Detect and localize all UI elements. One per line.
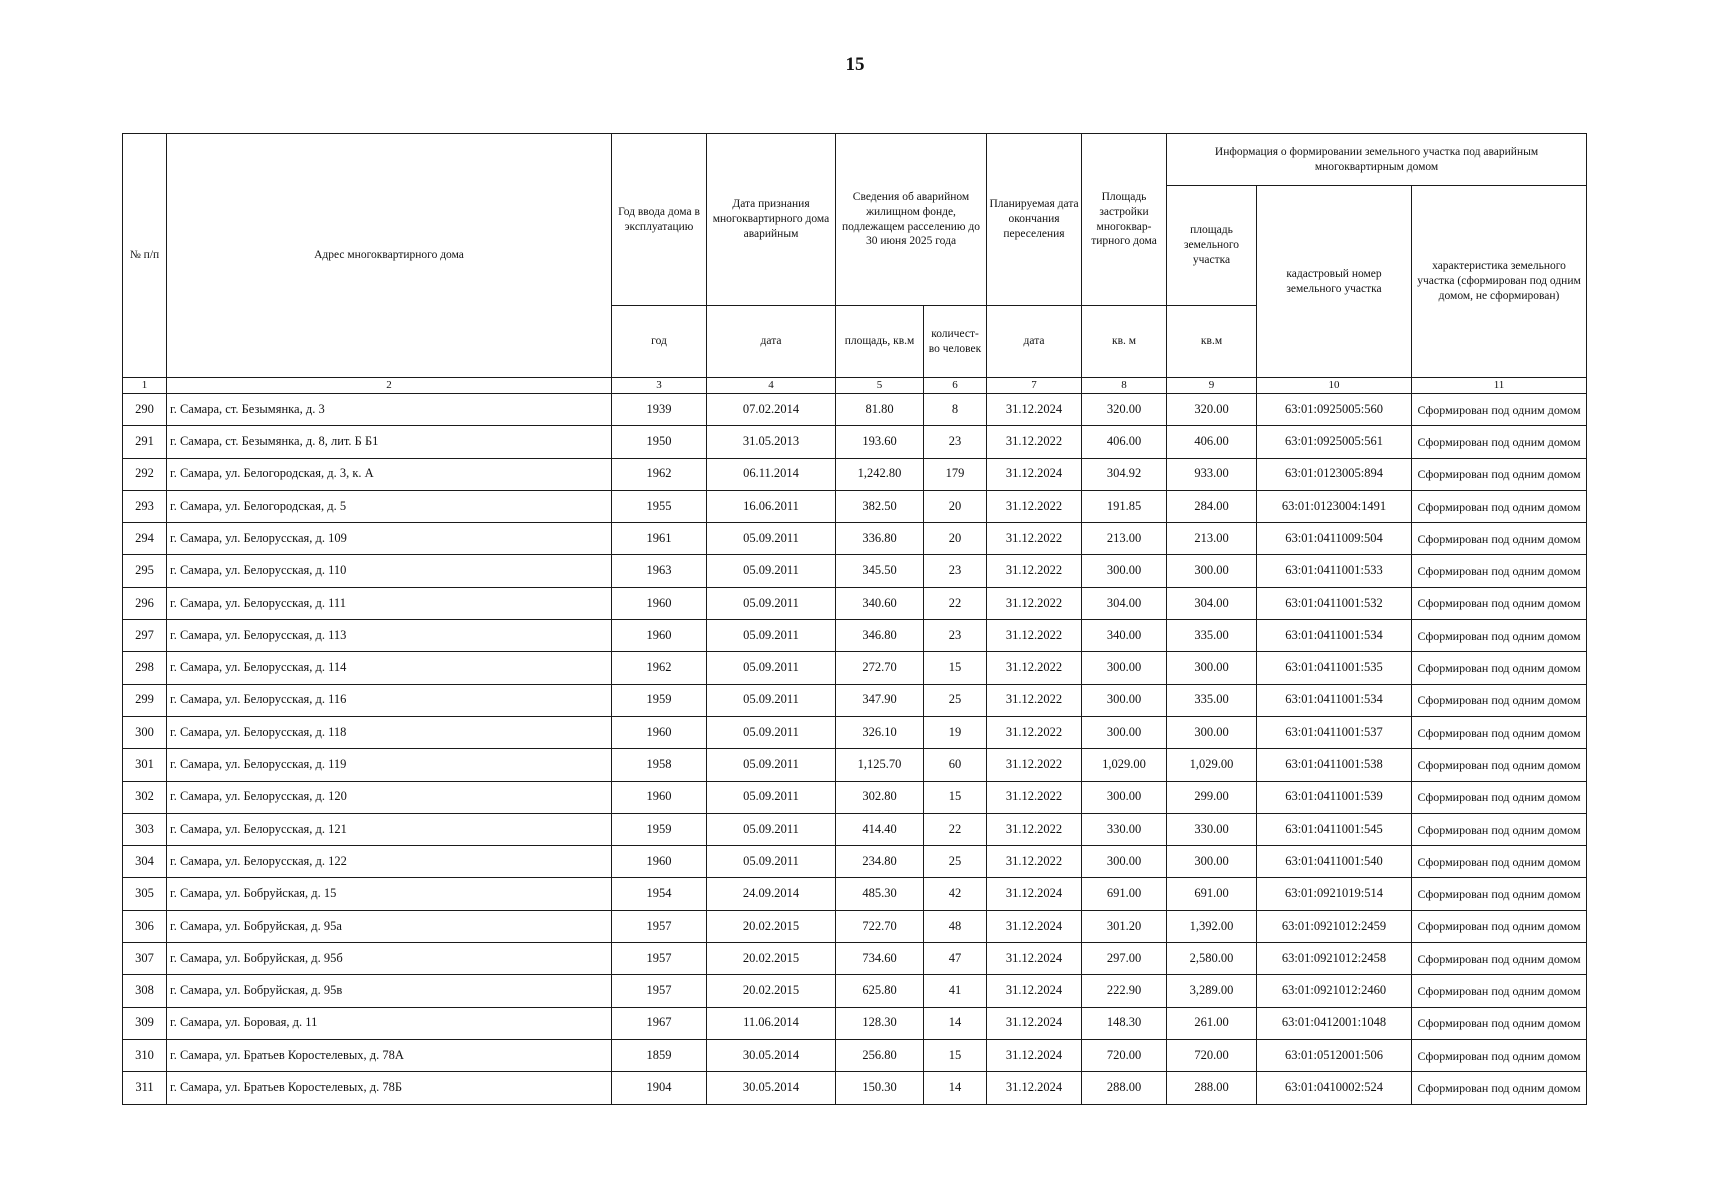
cell-people-count: 48 bbox=[924, 910, 987, 942]
cell-year: 1963 bbox=[612, 555, 707, 587]
cell-cadastral-number: 63:01:0411009:504 bbox=[1257, 523, 1412, 555]
cell-emergency-area: 1,125.70 bbox=[836, 749, 924, 781]
cell-built-area: 691.00 bbox=[1082, 878, 1167, 910]
cell-land-area: 300.00 bbox=[1167, 555, 1257, 587]
cell-land-area: 300.00 bbox=[1167, 716, 1257, 748]
cell-planned-date: 31.12.2024 bbox=[987, 394, 1082, 426]
cell-emergency-area: 336.80 bbox=[836, 523, 924, 555]
cell-land-status: Сформирован под одним домом bbox=[1412, 910, 1587, 942]
cell-emergency-area: 345.50 bbox=[836, 555, 924, 587]
column-number: 11 bbox=[1412, 378, 1587, 394]
cell-cadastral-number: 63:01:0123005:894 bbox=[1257, 458, 1412, 490]
cell-cadastral-number: 63:01:0123004:1491 bbox=[1257, 490, 1412, 522]
cell-cadastral-number: 63:01:0411001:545 bbox=[1257, 813, 1412, 845]
cell-row-number: 292 bbox=[123, 458, 167, 490]
cell-emergency-area: 128.30 bbox=[836, 1007, 924, 1039]
cell-address: г. Самара, ул. Белорусская, д. 109 bbox=[167, 523, 612, 555]
column-number-row bbox=[123, 378, 1587, 394]
emergency-housing-table bbox=[122, 133, 1587, 1105]
cell-row-number: 303 bbox=[123, 813, 167, 845]
table-row bbox=[123, 458, 1587, 490]
cell-cadastral-number: 63:01:0411001:533 bbox=[1257, 555, 1412, 587]
cell-address: г. Самара, ул. Белогородская, д. 5 bbox=[167, 490, 612, 522]
cell-built-area: 288.00 bbox=[1082, 1072, 1167, 1104]
cell-land-area: 691.00 bbox=[1167, 878, 1257, 910]
cell-land-area: 288.00 bbox=[1167, 1072, 1257, 1104]
cell-built-area: 720.00 bbox=[1082, 1039, 1167, 1071]
table-row bbox=[123, 426, 1587, 458]
cell-planned-date: 31.12.2022 bbox=[987, 620, 1082, 652]
cell-recognition-date: 05.09.2011 bbox=[707, 781, 836, 813]
cell-recognition-date: 05.09.2011 bbox=[707, 587, 836, 619]
col-header-num: № п/п bbox=[123, 134, 167, 378]
cell-year: 1957 bbox=[612, 975, 707, 1007]
table-body bbox=[123, 394, 1587, 1105]
cell-cadastral-number: 63:01:0921012:2459 bbox=[1257, 910, 1412, 942]
cell-planned-date: 31.12.2022 bbox=[987, 555, 1082, 587]
cell-row-number: 291 bbox=[123, 426, 167, 458]
cell-row-number: 311 bbox=[123, 1072, 167, 1104]
cell-recognition-date: 07.02.2014 bbox=[707, 394, 836, 426]
cell-recognition-date: 05.09.2011 bbox=[707, 813, 836, 845]
cell-year: 1960 bbox=[612, 620, 707, 652]
cell-recognition-date: 24.09.2014 bbox=[707, 878, 836, 910]
cell-row-number: 307 bbox=[123, 943, 167, 975]
col-header-planned-date: Планируемая дата окончания переселения bbox=[987, 134, 1082, 306]
cell-land-area: 300.00 bbox=[1167, 652, 1257, 684]
cell-recognition-date: 16.06.2011 bbox=[707, 490, 836, 522]
cell-year: 1962 bbox=[612, 652, 707, 684]
unit-date: дата bbox=[707, 306, 836, 378]
cell-row-number: 300 bbox=[123, 716, 167, 748]
cell-year: 1904 bbox=[612, 1072, 707, 1104]
cell-address: г. Самара, ул. Белорусская, д. 111 bbox=[167, 587, 612, 619]
cell-built-area: 213.00 bbox=[1082, 523, 1167, 555]
cell-land-area: 406.00 bbox=[1167, 426, 1257, 458]
cell-emergency-area: 340.60 bbox=[836, 587, 924, 619]
cell-built-area: 300.00 bbox=[1082, 555, 1167, 587]
table-row bbox=[123, 620, 1587, 652]
cell-built-area: 300.00 bbox=[1082, 716, 1167, 748]
cell-row-number: 299 bbox=[123, 684, 167, 716]
cell-address: г. Самара, ул. Братьев Коростелевых, д. 78Б bbox=[167, 1072, 612, 1104]
cell-year: 1957 bbox=[612, 910, 707, 942]
cell-address: г. Самара, ст. Безымянка, д. 3 bbox=[167, 394, 612, 426]
cell-emergency-area: 234.80 bbox=[836, 846, 924, 878]
cell-people-count: 23 bbox=[924, 426, 987, 458]
cell-year: 1967 bbox=[612, 1007, 707, 1039]
cell-land-area: 304.00 bbox=[1167, 587, 1257, 619]
unit-people: количест-во человек bbox=[924, 306, 987, 378]
cell-address: г. Самара, ст. Безымянка, д. 8, лит. Б Б1 bbox=[167, 426, 612, 458]
cell-address: г. Самара, ул. Бобруйская, д. 95б bbox=[167, 943, 612, 975]
cell-recognition-date: 05.09.2011 bbox=[707, 523, 836, 555]
cell-year: 1957 bbox=[612, 943, 707, 975]
cell-emergency-area: 414.40 bbox=[836, 813, 924, 845]
cell-built-area: 300.00 bbox=[1082, 781, 1167, 813]
cell-land-status: Сформирован под одним домом bbox=[1412, 943, 1587, 975]
cell-address: г. Самара, ул. Боровая, д. 11 bbox=[167, 1007, 612, 1039]
cell-year: 1960 bbox=[612, 587, 707, 619]
cell-address: г. Самара, ул. Белорусская, д. 120 bbox=[167, 781, 612, 813]
cell-planned-date: 31.12.2024 bbox=[987, 458, 1082, 490]
cell-address: г. Самара, ул. Белорусская, д. 119 bbox=[167, 749, 612, 781]
col-header-emergency-stock: Сведения об аварийном жилищном фонде, подлежащем расселению до 30 июня 2025 года bbox=[836, 134, 987, 306]
cell-row-number: 309 bbox=[123, 1007, 167, 1039]
cell-recognition-date: 20.02.2015 bbox=[707, 943, 836, 975]
cell-land-area: 2,580.00 bbox=[1167, 943, 1257, 975]
cell-address: г. Самара, ул. Бобруйская, д. 15 bbox=[167, 878, 612, 910]
cell-year: 1955 bbox=[612, 490, 707, 522]
cell-planned-date: 31.12.2022 bbox=[987, 426, 1082, 458]
column-number: 9 bbox=[1167, 378, 1257, 394]
cell-recognition-date: 06.11.2014 bbox=[707, 458, 836, 490]
cell-cadastral-number: 63:01:0925005:561 bbox=[1257, 426, 1412, 458]
cell-row-number: 295 bbox=[123, 555, 167, 587]
column-number: 1 bbox=[123, 378, 167, 394]
cell-emergency-area: 625.80 bbox=[836, 975, 924, 1007]
cell-people-count: 15 bbox=[924, 652, 987, 684]
cell-people-count: 14 bbox=[924, 1072, 987, 1104]
cell-people-count: 179 bbox=[924, 458, 987, 490]
cell-year: 1954 bbox=[612, 878, 707, 910]
cell-land-area: 3,289.00 bbox=[1167, 975, 1257, 1007]
cell-people-count: 25 bbox=[924, 684, 987, 716]
unit-year: год bbox=[612, 306, 707, 378]
cell-land-area: 261.00 bbox=[1167, 1007, 1257, 1039]
cell-row-number: 294 bbox=[123, 523, 167, 555]
table-row bbox=[123, 846, 1587, 878]
cell-recognition-date: 31.05.2013 bbox=[707, 426, 836, 458]
column-number: 10 bbox=[1257, 378, 1412, 394]
cell-built-area: 222.90 bbox=[1082, 975, 1167, 1007]
table-row bbox=[123, 490, 1587, 522]
cell-people-count: 19 bbox=[924, 716, 987, 748]
cell-emergency-area: 256.80 bbox=[836, 1039, 924, 1071]
cell-cadastral-number: 63:01:0411001:532 bbox=[1257, 587, 1412, 619]
cell-people-count: 22 bbox=[924, 813, 987, 845]
cell-land-area: 720.00 bbox=[1167, 1039, 1257, 1071]
cell-cadastral-number: 63:01:0411001:539 bbox=[1257, 781, 1412, 813]
cell-land-status: Сформирован под одним домом bbox=[1412, 652, 1587, 684]
cell-land-status: Сформирован под одним домом bbox=[1412, 749, 1587, 781]
cell-row-number: 296 bbox=[123, 587, 167, 619]
cell-recognition-date: 30.05.2014 bbox=[707, 1039, 836, 1071]
cell-cadastral-number: 63:01:0410002:524 bbox=[1257, 1072, 1412, 1104]
cell-built-area: 301.20 bbox=[1082, 910, 1167, 942]
col-header-year: Год ввода дома в эксплуатацию bbox=[612, 134, 707, 306]
cell-row-number: 305 bbox=[123, 878, 167, 910]
cell-people-count: 47 bbox=[924, 943, 987, 975]
page-number: 15 bbox=[845, 54, 865, 75]
cell-land-status: Сформирован под одним домом bbox=[1412, 1039, 1587, 1071]
table-row bbox=[123, 749, 1587, 781]
col-header-built-area: Площадь застройки многоквар-тирного дома bbox=[1082, 134, 1167, 306]
cell-address: г. Самара, ул. Белорусская, д. 114 bbox=[167, 652, 612, 684]
column-number: 5 bbox=[836, 378, 924, 394]
table-row bbox=[123, 652, 1587, 684]
cell-land-area: 335.00 bbox=[1167, 620, 1257, 652]
col-header-land-area: площадь земельного участка bbox=[1167, 186, 1257, 306]
cell-planned-date: 31.12.2022 bbox=[987, 523, 1082, 555]
cell-emergency-area: 485.30 bbox=[836, 878, 924, 910]
cell-row-number: 290 bbox=[123, 394, 167, 426]
cell-emergency-area: 347.90 bbox=[836, 684, 924, 716]
cell-row-number: 293 bbox=[123, 490, 167, 522]
cell-planned-date: 31.12.2024 bbox=[987, 910, 1082, 942]
cell-planned-date: 31.12.2024 bbox=[987, 878, 1082, 910]
cell-recognition-date: 05.09.2011 bbox=[707, 555, 836, 587]
cell-emergency-area: 382.50 bbox=[836, 490, 924, 522]
cell-built-area: 297.00 bbox=[1082, 943, 1167, 975]
cell-recognition-date: 05.09.2011 bbox=[707, 684, 836, 716]
cell-address: г. Самара, ул. Белорусская, д. 121 bbox=[167, 813, 612, 845]
cell-recognition-date: 20.02.2015 bbox=[707, 975, 836, 1007]
cell-recognition-date: 05.09.2011 bbox=[707, 846, 836, 878]
cell-row-number: 301 bbox=[123, 749, 167, 781]
cell-emergency-area: 193.60 bbox=[836, 426, 924, 458]
cell-built-area: 300.00 bbox=[1082, 652, 1167, 684]
cell-land-status: Сформирован под одним домом bbox=[1412, 458, 1587, 490]
cell-emergency-area: 722.70 bbox=[836, 910, 924, 942]
cell-year: 1959 bbox=[612, 813, 707, 845]
cell-land-status: Сформирован под одним домом bbox=[1412, 716, 1587, 748]
cell-planned-date: 31.12.2022 bbox=[987, 587, 1082, 619]
cell-planned-date: 31.12.2024 bbox=[987, 1072, 1082, 1104]
cell-planned-date: 31.12.2022 bbox=[987, 813, 1082, 845]
cell-address: г. Самара, ул. Белорусская, д. 116 bbox=[167, 684, 612, 716]
cell-year: 1961 bbox=[612, 523, 707, 555]
table-row bbox=[123, 781, 1587, 813]
cell-built-area: 304.92 bbox=[1082, 458, 1167, 490]
unit-planned-date: дата bbox=[987, 306, 1082, 378]
cell-cadastral-number: 63:01:0921019:514 bbox=[1257, 878, 1412, 910]
cell-built-area: 300.00 bbox=[1082, 684, 1167, 716]
cell-built-area: 148.30 bbox=[1082, 1007, 1167, 1039]
cell-people-count: 25 bbox=[924, 846, 987, 878]
cell-cadastral-number: 63:01:0411001:540 bbox=[1257, 846, 1412, 878]
cell-row-number: 302 bbox=[123, 781, 167, 813]
cell-emergency-area: 346.80 bbox=[836, 620, 924, 652]
table-row bbox=[123, 555, 1587, 587]
col-header-recognition-date: Дата признания многоквартирного дома аварийным bbox=[707, 134, 836, 306]
cell-land-status: Сформирован под одним домом bbox=[1412, 684, 1587, 716]
cell-recognition-date: 11.06.2014 bbox=[707, 1007, 836, 1039]
cell-built-area: 406.00 bbox=[1082, 426, 1167, 458]
cell-planned-date: 31.12.2022 bbox=[987, 716, 1082, 748]
cell-recognition-date: 20.02.2015 bbox=[707, 910, 836, 942]
cell-land-status: Сформирован под одним домом bbox=[1412, 975, 1587, 1007]
cell-land-status: Сформирован под одним домом bbox=[1412, 846, 1587, 878]
cell-emergency-area: 326.10 bbox=[836, 716, 924, 748]
cell-year: 1859 bbox=[612, 1039, 707, 1071]
cell-recognition-date: 30.05.2014 bbox=[707, 1072, 836, 1104]
unit-area: площадь, кв.м bbox=[836, 306, 924, 378]
cell-emergency-area: 302.80 bbox=[836, 781, 924, 813]
cell-address: г. Самара, ул. Бобруйская, д. 95в bbox=[167, 975, 612, 1007]
cell-year: 1960 bbox=[612, 781, 707, 813]
cell-address: г. Самара, ул. Братьев Коростелевых, д. 78А bbox=[167, 1039, 612, 1071]
cell-built-area: 1,029.00 bbox=[1082, 749, 1167, 781]
table-row bbox=[123, 878, 1587, 910]
cell-people-count: 23 bbox=[924, 555, 987, 587]
cell-people-count: 23 bbox=[924, 620, 987, 652]
cell-land-status: Сформирован под одним домом bbox=[1412, 426, 1587, 458]
cell-cadastral-number: 63:01:0411001:538 bbox=[1257, 749, 1412, 781]
cell-emergency-area: 150.30 bbox=[836, 1072, 924, 1104]
cell-row-number: 304 bbox=[123, 846, 167, 878]
cell-planned-date: 31.12.2022 bbox=[987, 652, 1082, 684]
cell-year: 1960 bbox=[612, 846, 707, 878]
cell-row-number: 308 bbox=[123, 975, 167, 1007]
cell-people-count: 8 bbox=[924, 394, 987, 426]
cell-cadastral-number: 63:01:0921012:2460 bbox=[1257, 975, 1412, 1007]
cell-year: 1962 bbox=[612, 458, 707, 490]
cell-address: г. Самара, ул. Бобруйская, д. 95а bbox=[167, 910, 612, 942]
cell-address: г. Самара, ул. Белорусская, д. 122 bbox=[167, 846, 612, 878]
cell-year: 1958 bbox=[612, 749, 707, 781]
cell-people-count: 20 bbox=[924, 523, 987, 555]
table-row bbox=[123, 975, 1587, 1007]
cell-land-area: 1,392.00 bbox=[1167, 910, 1257, 942]
cell-built-area: 304.00 bbox=[1082, 587, 1167, 619]
cell-cadastral-number: 63:01:0411001:535 bbox=[1257, 652, 1412, 684]
cell-address: г. Самара, ул. Белогородская, д. 3, к. А bbox=[167, 458, 612, 490]
col-header-land-status: характеристика земельного участка (сформирован под одним домом, не сформирован) bbox=[1412, 186, 1587, 378]
cell-planned-date: 31.12.2024 bbox=[987, 943, 1082, 975]
table-row bbox=[123, 910, 1587, 942]
table-header bbox=[123, 134, 1587, 394]
cell-emergency-area: 1,242.80 bbox=[836, 458, 924, 490]
cell-land-status: Сформирован под одним домом bbox=[1412, 587, 1587, 619]
cell-year: 1950 bbox=[612, 426, 707, 458]
cell-planned-date: 31.12.2022 bbox=[987, 846, 1082, 878]
cell-land-area: 335.00 bbox=[1167, 684, 1257, 716]
cell-people-count: 15 bbox=[924, 1039, 987, 1071]
cell-planned-date: 31.12.2024 bbox=[987, 1007, 1082, 1039]
cell-cadastral-number: 63:01:0925005:560 bbox=[1257, 394, 1412, 426]
cell-land-area: 1,029.00 bbox=[1167, 749, 1257, 781]
cell-row-number: 310 bbox=[123, 1039, 167, 1071]
cell-cadastral-number: 63:01:0411001:534 bbox=[1257, 620, 1412, 652]
cell-row-number: 298 bbox=[123, 652, 167, 684]
cell-built-area: 330.00 bbox=[1082, 813, 1167, 845]
cell-land-status: Сформирован под одним домом bbox=[1412, 620, 1587, 652]
cell-land-area: 300.00 bbox=[1167, 846, 1257, 878]
table-row bbox=[123, 523, 1587, 555]
cell-built-area: 320.00 bbox=[1082, 394, 1167, 426]
column-number: 7 bbox=[987, 378, 1082, 394]
cell-land-status: Сформирован под одним домом bbox=[1412, 878, 1587, 910]
cell-people-count: 15 bbox=[924, 781, 987, 813]
cell-emergency-area: 272.70 bbox=[836, 652, 924, 684]
column-number: 2 bbox=[167, 378, 612, 394]
cell-year: 1959 bbox=[612, 684, 707, 716]
cell-planned-date: 31.12.2024 bbox=[987, 1039, 1082, 1071]
table-row bbox=[123, 1007, 1587, 1039]
cell-land-area: 933.00 bbox=[1167, 458, 1257, 490]
table-row bbox=[123, 1039, 1587, 1071]
cell-people-count: 20 bbox=[924, 490, 987, 522]
cell-planned-date: 31.12.2024 bbox=[987, 975, 1082, 1007]
cell-people-count: 60 bbox=[924, 749, 987, 781]
cell-cadastral-number: 63:01:0412001:1048 bbox=[1257, 1007, 1412, 1039]
cell-recognition-date: 05.09.2011 bbox=[707, 716, 836, 748]
column-number: 8 bbox=[1082, 378, 1167, 394]
cell-built-area: 340.00 bbox=[1082, 620, 1167, 652]
cell-planned-date: 31.12.2022 bbox=[987, 749, 1082, 781]
cell-land-area: 320.00 bbox=[1167, 394, 1257, 426]
cell-land-status: Сформирован под одним домом bbox=[1412, 523, 1587, 555]
cell-row-number: 306 bbox=[123, 910, 167, 942]
cell-planned-date: 31.12.2022 bbox=[987, 490, 1082, 522]
cell-recognition-date: 05.09.2011 bbox=[707, 652, 836, 684]
unit-land-area: кв.м bbox=[1167, 306, 1257, 378]
cell-cadastral-number: 63:01:0411001:534 bbox=[1257, 684, 1412, 716]
table-row bbox=[123, 813, 1587, 845]
cell-cadastral-number: 63:01:0921012:2458 bbox=[1257, 943, 1412, 975]
cell-emergency-area: 734.60 bbox=[836, 943, 924, 975]
table-row bbox=[123, 394, 1587, 426]
table-row bbox=[123, 1072, 1587, 1104]
column-number: 4 bbox=[707, 378, 836, 394]
cell-land-status: Сформирован под одним домом bbox=[1412, 1007, 1587, 1039]
column-number: 6 bbox=[924, 378, 987, 394]
cell-land-status: Сформирован под одним домом bbox=[1412, 394, 1587, 426]
cell-address: г. Самара, ул. Белорусская, д. 113 bbox=[167, 620, 612, 652]
col-header-cadastral: кадастровый номер земельного участка bbox=[1257, 186, 1412, 378]
cell-land-area: 284.00 bbox=[1167, 490, 1257, 522]
cell-land-status: Сформирован под одним домом bbox=[1412, 1072, 1587, 1104]
col-header-land-info: Информация о формировании земельного участка под аварийным многоквартирным домом bbox=[1167, 134, 1587, 186]
cell-address: г. Самара, ул. Белорусская, д. 110 bbox=[167, 555, 612, 587]
cell-built-area: 300.00 bbox=[1082, 846, 1167, 878]
cell-land-area: 330.00 bbox=[1167, 813, 1257, 845]
table-row bbox=[123, 684, 1587, 716]
cell-land-status: Сформирован под одним домом bbox=[1412, 813, 1587, 845]
unit-built-area: кв. м bbox=[1082, 306, 1167, 378]
cell-planned-date: 31.12.2022 bbox=[987, 781, 1082, 813]
cell-land-status: Сформирован под одним домом bbox=[1412, 781, 1587, 813]
cell-people-count: 41 bbox=[924, 975, 987, 1007]
cell-recognition-date: 05.09.2011 bbox=[707, 620, 836, 652]
cell-land-area: 299.00 bbox=[1167, 781, 1257, 813]
cell-year: 1960 bbox=[612, 716, 707, 748]
col-header-address: Адрес многоквартирного дома bbox=[167, 134, 612, 378]
cell-people-count: 42 bbox=[924, 878, 987, 910]
cell-land-area: 213.00 bbox=[1167, 523, 1257, 555]
cell-year: 1939 bbox=[612, 394, 707, 426]
cell-people-count: 22 bbox=[924, 587, 987, 619]
cell-row-number: 297 bbox=[123, 620, 167, 652]
cell-address: г. Самара, ул. Белорусская, д. 118 bbox=[167, 716, 612, 748]
table-row bbox=[123, 587, 1587, 619]
cell-land-status: Сформирован под одним домом bbox=[1412, 490, 1587, 522]
cell-land-status: Сформирован под одним домом bbox=[1412, 555, 1587, 587]
table-row bbox=[123, 943, 1587, 975]
cell-cadastral-number: 63:01:0411001:537 bbox=[1257, 716, 1412, 748]
table-row bbox=[123, 716, 1587, 748]
cell-people-count: 14 bbox=[924, 1007, 987, 1039]
cell-emergency-area: 81.80 bbox=[836, 394, 924, 426]
cell-built-area: 191.85 bbox=[1082, 490, 1167, 522]
cell-recognition-date: 05.09.2011 bbox=[707, 749, 836, 781]
cell-cadastral-number: 63:01:0512001:506 bbox=[1257, 1039, 1412, 1071]
column-number: 3 bbox=[612, 378, 707, 394]
cell-planned-date: 31.12.2022 bbox=[987, 684, 1082, 716]
